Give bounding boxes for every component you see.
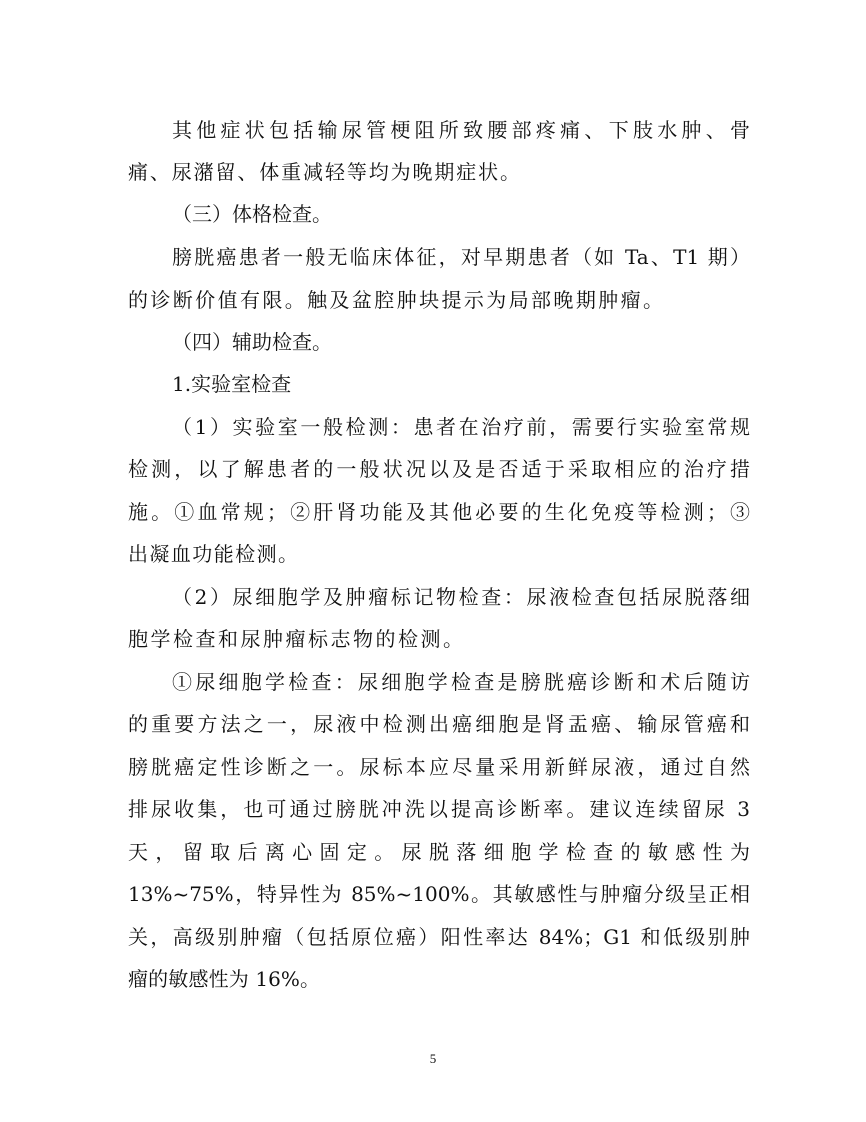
paragraph-line: 膀胱癌定性诊断之一。尿标本应尽量采用新鲜尿液，通过自然 [128, 755, 750, 779]
subsection-heading: 1.实验室检查 [172, 372, 292, 396]
paragraph-line: 痛、尿潴留、体重减轻等均为晚期症状。 [128, 160, 520, 184]
paragraph-line: 检测，以了解患者的一般状况以及是否适于采取相应的治疗措 [128, 457, 750, 481]
paragraph-line: ①尿细胞学检查：尿细胞学检查是膀胱癌诊断和术后随访 [172, 670, 750, 694]
paragraph-line: 的诊断价值有限。触及盆腔肿块提示为局部晚期肿瘤。 [128, 288, 663, 312]
page-number: 5 [429, 1051, 437, 1066]
paragraph-line: （2）尿细胞学及肿瘤标记物检查：尿液检查包括尿脱落细 [172, 585, 750, 609]
paragraph-line: 瘤的敏感性为 16%。 [128, 967, 320, 991]
paragraph-line: 胞学检查和尿肿瘤标志物的检测。 [128, 627, 463, 651]
paragraph-line: 出凝血功能检测。 [128, 542, 298, 566]
paragraph-line: 膀胱癌患者一般无临床体征，对早期患者（如 Ta、T1 期） [172, 245, 750, 269]
paragraph-line: 施。①血常规；②肝肾功能及其他必要的生化免疫等检测；③ [128, 500, 750, 524]
section-heading: （四）辅助检查。 [172, 330, 332, 354]
paragraph-line: 排尿收集，也可通过膀胱冲洗以提高诊断率。建议连续留尿 3 [128, 797, 750, 821]
paragraph-line: 13%~75%，特异性为 85%~100%。其敏感性与肿瘤分级呈正相 [128, 882, 750, 906]
paragraph-line: 的重要方法之一，尿液中检测出癌细胞是肾盂癌、输尿管癌和 [128, 712, 750, 736]
paragraph-line: 关，高级别肿瘤（包括原位癌）阳性率达 84%；G1 和低级别肿 [128, 925, 750, 949]
paragraph-line: 其他症状包括输尿管梗阻所致腰部疼痛、下肢水肿、骨 [172, 118, 750, 142]
section-heading: （三）体格检查。 [172, 202, 332, 226]
paragraph-line: 天，留取后离心固定。尿脱落细胞学检查的敏感性为 [128, 840, 750, 864]
paragraph-line: （1）实验室一般检测：患者在治疗前，需要行实验室常规 [172, 415, 750, 439]
